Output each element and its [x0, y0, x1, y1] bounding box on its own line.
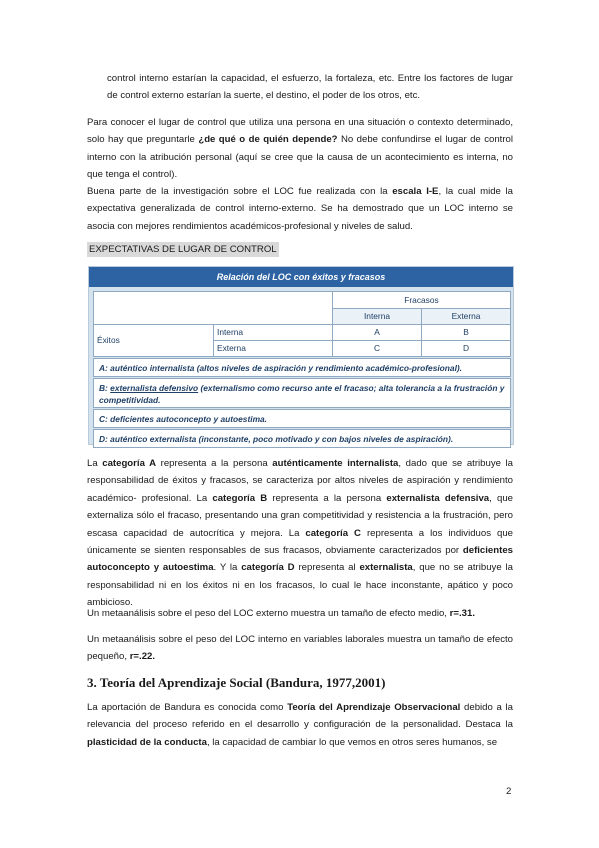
table-corner: [93, 291, 333, 325]
note-c-text: C: deficientes autoconcepto y autoestima.: [99, 414, 267, 424]
note-b: [93, 378, 511, 408]
table-title: Relación del LOC con éxitos y fracasos: [89, 267, 513, 287]
emphasis: Teoría del Aprendizaje Observacional: [287, 702, 461, 713]
note-b-term: externalista defensivo: [110, 383, 199, 393]
paragraph-escala: [87, 183, 513, 235]
emphasis: auténticamente internalista: [272, 458, 399, 469]
row-label-externa: Externa: [213, 340, 333, 357]
text-run: No debe confundirse el lugar de control interno con la atribución personal (aquí se cree que la causa de un acontecimiento es interna, no que tenga el control).: [87, 134, 513, 181]
text-run: debido a la relevancia del proceso referido en el desarrollo y configuración de la personalidad. Destaca la: [87, 702, 514, 731]
intro-paragraph: control interno estarían la capacidad, el esfuerzo, la fortaleza, etc. Entre los factores de lugar de control externo estarían la suerte, el destino, el poder de los otros, etc.: [107, 73, 513, 102]
text-run: representa a la persona: [267, 492, 387, 504]
section-heading: 3. Teoría del Aprendizaje Social (Bandura, 1977,2001): [87, 675, 386, 690]
section-label: EXPECTATIVAS DE LUGAR DE CONTROL: [89, 244, 277, 255]
text-run: Para conocer el lugar de control que utiliza una persona en una situación o contexto determinado, solo hay que preguntarle: [87, 117, 513, 146]
text-run: , que no se atribuye la responsabilidad ni en los éxitos ni en los fracasos, lo cual le hace inconstante, apático y poco ambicioso.: [87, 562, 513, 609]
note-d: [93, 429, 511, 448]
cell-d: D: [421, 340, 511, 357]
cell-a: A: [332, 324, 422, 341]
emphasis: categoría D: [241, 562, 295, 574]
text-run: (externalismo como recurso ante el fracaso; alta tolerancia a la frustración y competitividad.: [99, 383, 505, 405]
text-run: Un metaanálisis sobre el peso del LOC externo muestra un tamaño de efecto medio,: [87, 608, 450, 619]
paragraph-meta-interno: [87, 631, 513, 666]
text-run: representa a la persona: [156, 458, 273, 469]
cell-b: B: [421, 324, 511, 341]
text-run: representa al: [294, 562, 360, 574]
note-b-text: [94, 379, 510, 409]
header-interna: Interna: [332, 308, 422, 325]
note-d-text: D: auténtico externalista (inconstante, poco motivado y con bajos niveles de aspiración).: [99, 434, 454, 444]
text-run: , dado que se atribuye la responsabilidad de éxitos y fracasos, se caracteriza por altos niveles de aspiración y rendimiento académico- profesional. La: [87, 458, 514, 504]
header-externa: Externa: [421, 308, 511, 325]
text-run: . Y la: [213, 562, 242, 574]
paragraph-lugar-control: [87, 114, 513, 184]
text-run: , la capacidad de cambiar lo que vemos en otros seres humanos, se: [206, 736, 498, 748]
note-c: [93, 409, 511, 428]
emphasis: deficientes autoconcepto y autoestima: [87, 545, 513, 574]
emphasis: categoría B: [212, 492, 268, 504]
emphasis: categoría C: [305, 527, 361, 539]
emphasis-question: ¿de qué o de quién depende?: [198, 134, 338, 146]
effect-size: r=.22.: [129, 651, 156, 663]
effect-size: r=.31.: [449, 608, 475, 619]
paragraph-bandura: [87, 699, 513, 751]
cell-c: C: [332, 340, 422, 357]
text-run: , la cual mide la expectativa generalizada de control interno-externo. Se ha demostrado que un LOC interno se asocia con mejores rendimientos académicos-profesional y niveles de salud.: [87, 186, 513, 232]
text-run: representa a los individuos que únicamente se sienten responsables de sus fracasos, obviamente caracterizados por: [87, 527, 514, 557]
text-run: B:: [99, 383, 111, 393]
paragraph-meta-externo: [87, 605, 513, 622]
paragraph-categorias: [87, 455, 513, 612]
text-run: Buena parte de la investigación sobre el LOC fue realizada con la: [87, 186, 393, 197]
row-header-exitos: Éxitos: [93, 324, 214, 357]
note-a: [93, 358, 511, 377]
emphasis: categoría A: [102, 458, 157, 469]
text-run: La aportación de Bandura es conocida como: [87, 702, 288, 713]
header-fracasos: Fracasos: [332, 291, 511, 309]
loc-table: [88, 266, 514, 445]
text-run: La: [87, 458, 103, 469]
page-number: 2: [506, 786, 512, 797]
emphasis: plasticidad de la conducta: [87, 736, 207, 748]
text-run: Un metaanálisis sobre el peso del LOC interno en variables laborales muestra un tamaño de efecto pequeño,: [87, 634, 513, 663]
text-run: , que externaliza sólo el fracaso, presentando una gran competitividad y resistencia a la frustración, pero escasa capacidad de autocrítica y mejora. La: [87, 492, 513, 539]
emphasis: externalista defensiva: [386, 492, 490, 504]
row-label-interna: Interna: [213, 324, 333, 341]
emphasis-escala: escala I-E: [392, 186, 439, 197]
emphasis: externalista: [359, 562, 413, 574]
note-a-text: A: auténtico internalista (altos niveles de aspiración y rendimiento académico-profesional).: [99, 363, 463, 373]
